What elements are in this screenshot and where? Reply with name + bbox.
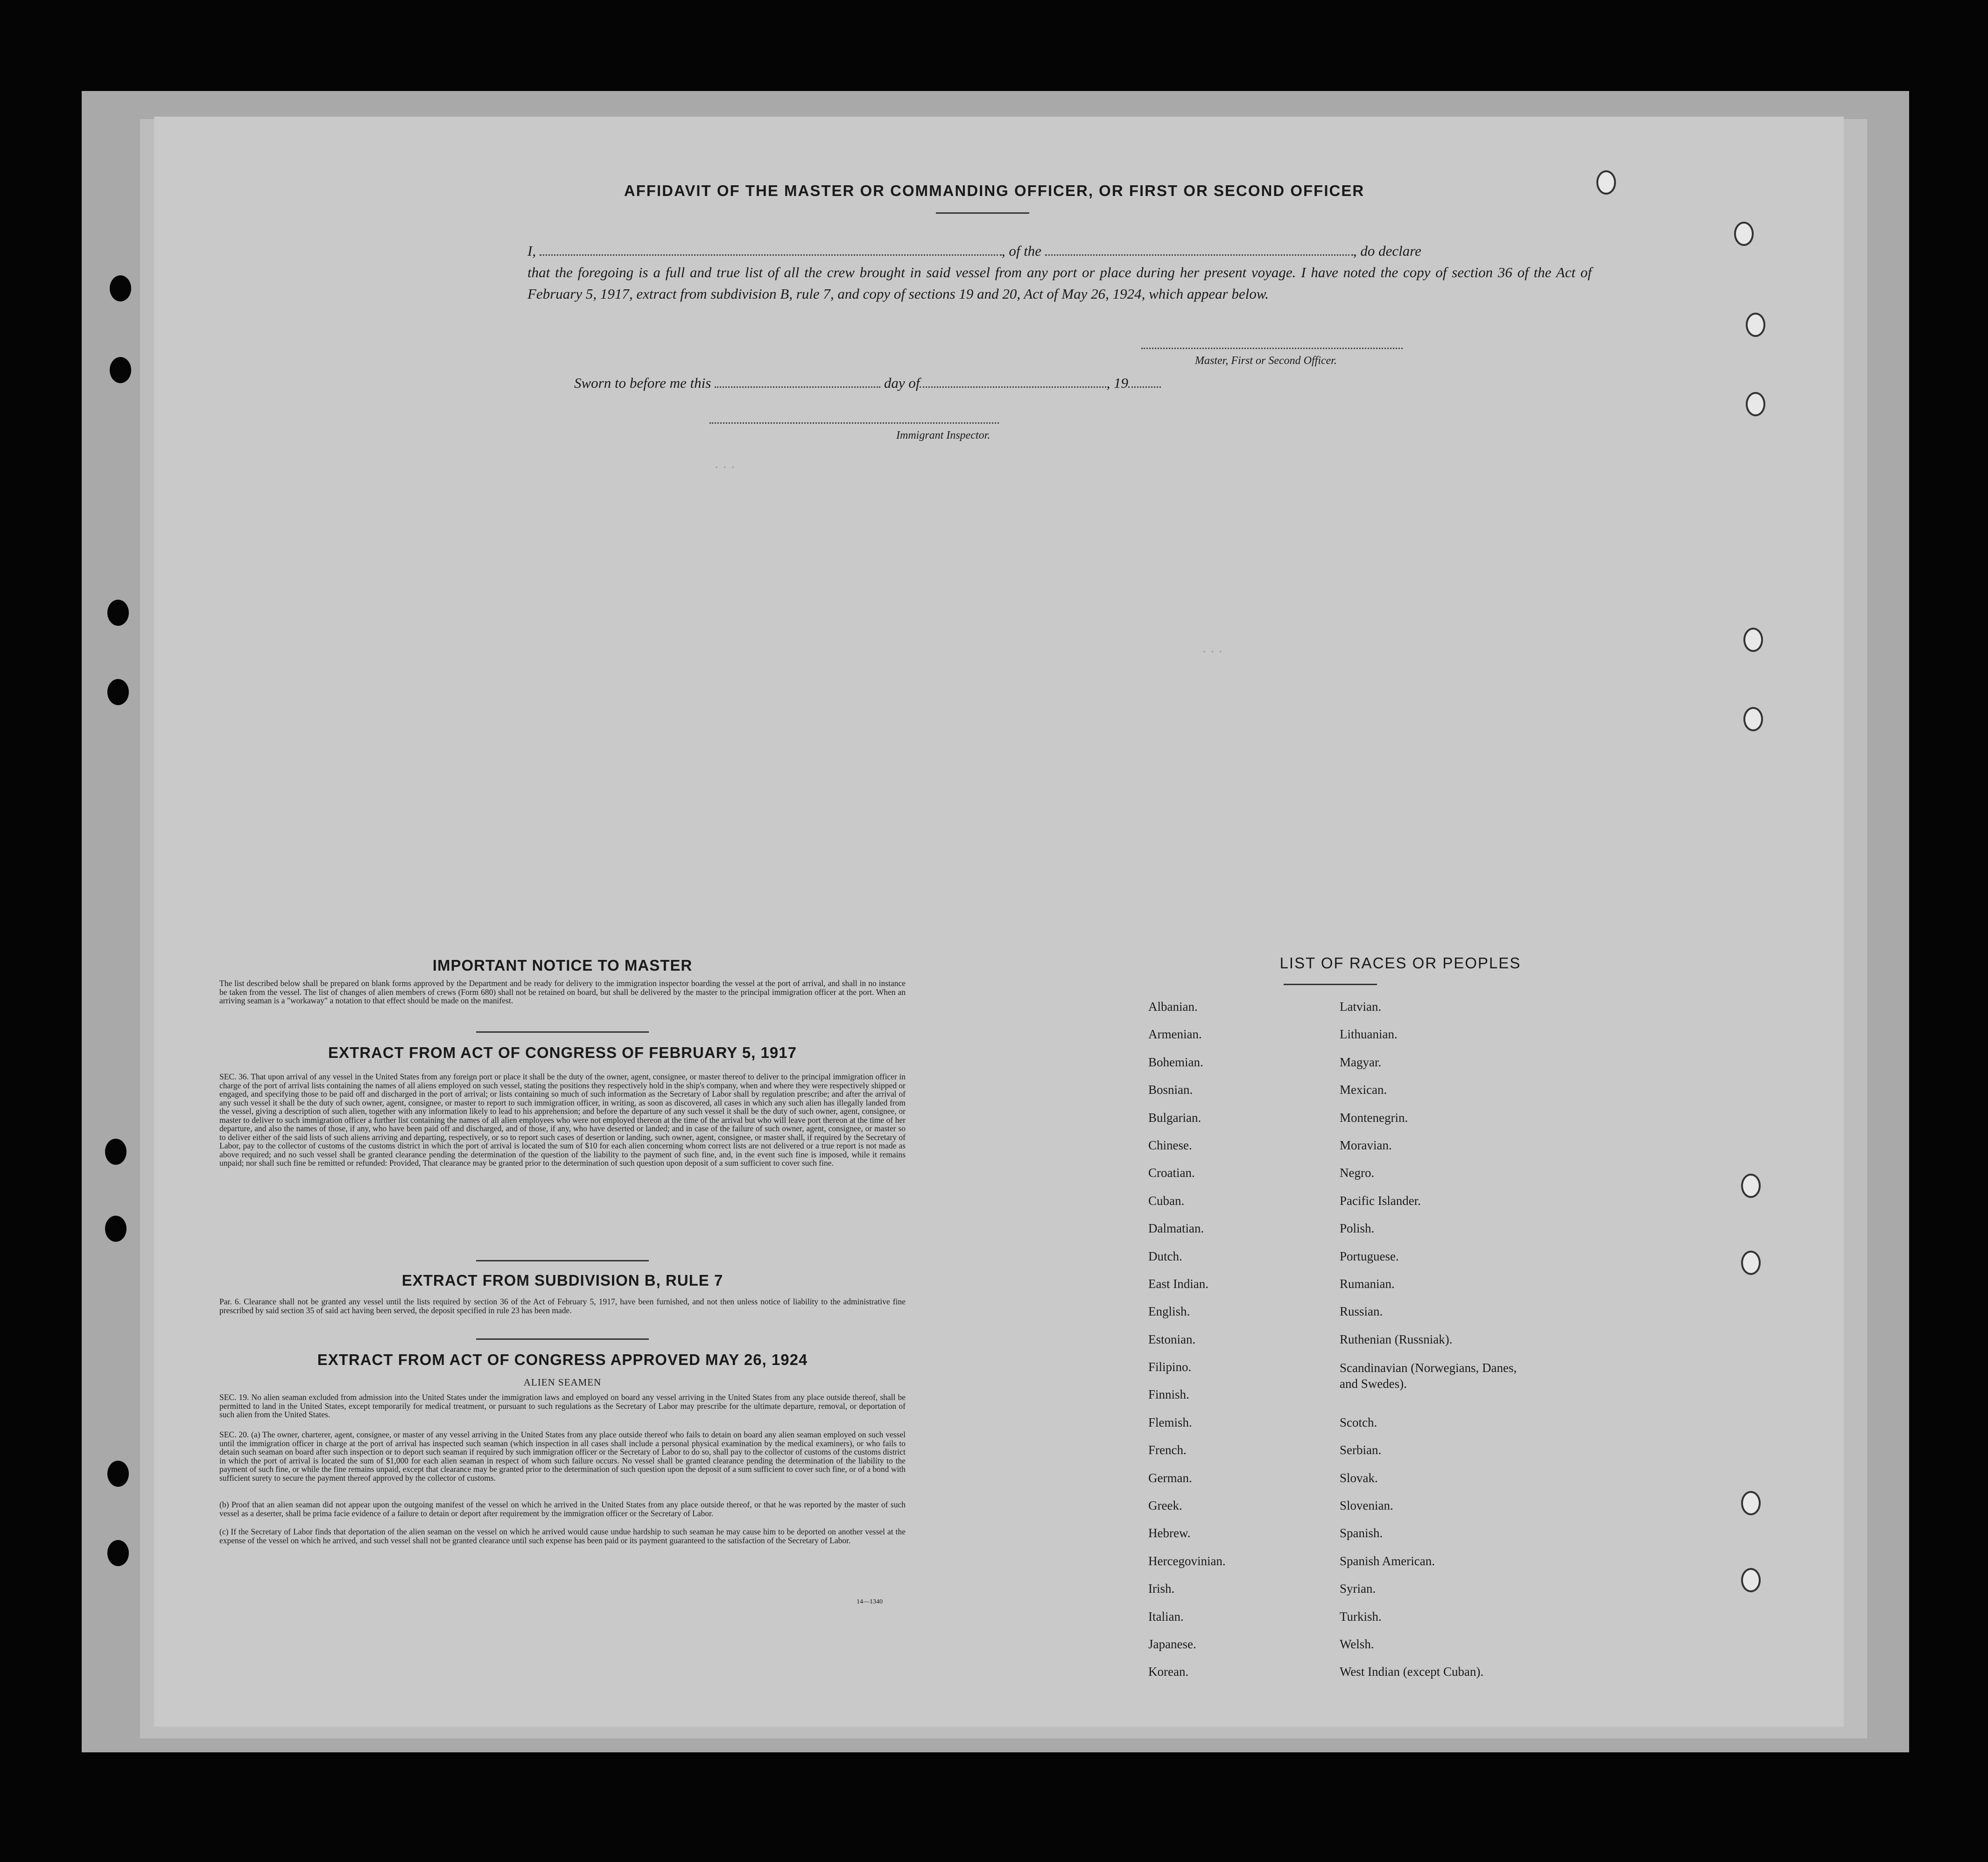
races-column-2	[1340, 1000, 1526, 1693]
binder-hole	[1743, 628, 1763, 652]
race-item: Estonian.	[1148, 1332, 1196, 1346]
sec20a-body: SEC. 20. (a) The owner, charterer, agent, consignee, or master of any vessel arriving in the United States from any place outside thereof who fails to detain on board any alien seaman employed on such vessel until the immigration officer in charge at the port of arrival has inspected such seaman (which inspection in all cases shall include a personal physical examination by the medical examiners), or who fails to detain such seaman on board after such inspection or to deport such seaman if required by such immigration officer or the Secretary of Labor to do so, shall pay to the collector of customs of the customs district in which the port of arrival is located the sum of $1,000 for each alien seaman in respect of whom such failure occurs. No vessel shall be granted clearance pending the determination of the liability to the payment of such fine, or while the fine remains unpaid, except that clearance may be granted prior to the determination of such question upon the deposit of a sum sufficient to cover such fine, or of a bond with sufficient surety to secure the payment thereof approved by the collector of customs.	[219, 1430, 906, 1483]
binder-hole	[1743, 707, 1763, 731]
affidavit-title: AFFIDAVIT OF THE MASTER OR COMMANDING OFFICER, OR FIRST OR SECOND OFFICER	[624, 182, 1365, 199]
of-the-label: , of the	[1001, 243, 1042, 259]
race-item: Armenian.	[1148, 1027, 1202, 1042]
alien-seamen-subtitle: ALIEN SEAMEN	[523, 1377, 602, 1388]
race-item: Bosnian.	[1148, 1083, 1193, 1097]
race-item: Montenegrin.	[1340, 1110, 1408, 1125]
extract-1917-title: EXTRACT FROM ACT OF CONGRESS OF FEBRUARY 5, 1917	[328, 1044, 797, 1061]
race-item: French.	[1148, 1443, 1187, 1457]
sworn-day-field[interactable]	[715, 386, 880, 388]
binder-hole	[1741, 1491, 1761, 1515]
race-item: Negro.	[1340, 1166, 1375, 1180]
race-item: Finnish.	[1148, 1387, 1189, 1402]
declaration-line	[527, 240, 1592, 262]
race-item: Rumanian.	[1340, 1276, 1395, 1291]
race-item: Italian.	[1148, 1609, 1184, 1624]
races-title: LIST OF RACES OR PEOPLES	[1279, 954, 1521, 972]
binder-hole	[110, 275, 131, 301]
race-item: Turkish.	[1340, 1609, 1382, 1624]
extract-1924-title: EXTRACT FROM ACT OF CONGRESS APPROVED MAY 26, 1924	[317, 1351, 808, 1368]
race-item: Syrian.	[1340, 1582, 1376, 1596]
race-item: Moravian.	[1340, 1138, 1392, 1152]
race-item: Pacific Islander.	[1340, 1193, 1421, 1208]
race-item: Greek.	[1148, 1498, 1182, 1513]
section-rule	[476, 1031, 649, 1033]
race-item: Flemish.	[1148, 1415, 1192, 1429]
binder-hole	[1741, 1251, 1761, 1275]
section-rule	[476, 1338, 649, 1340]
declarant-name-field[interactable]	[540, 254, 1002, 256]
form-number: 14—1340	[857, 1598, 883, 1605]
race-item: Polish.	[1340, 1221, 1375, 1236]
inspector-signature-field[interactable]	[709, 422, 999, 424]
inspector-signature-label: Immigrant Inspector.	[896, 429, 990, 441]
race-item: Serbian.	[1340, 1443, 1382, 1457]
binder-hole	[107, 1540, 129, 1566]
extract-1917-body: SEC. 36. That upon arrival of any vessel in the United States from any foreign port or place it shall be the duty of the owner, agent, consignee, or master thereof to deliver to the principal immigration officer in charge of the port of arrival lists containing the names of all aliens employed on such vessel, stating the positions they respectively hold in the ship's company, when and where they were respectively shipped or engaged, and specifying those to be paid off and discharged in the port of arrival; or lists containing so much of such information as the Secretary of Labor shall by regulation prescribe; and after the arrival of any such vessel it shall be the duty of such owner, agent, consignee, or master to report to such immigration officer, in writing, as soon as discovered, all cases in which any such alien has illegally landed from the vessel, giving a description of such alien, together with any information likely to lead to his apprehension; and before the departure of any such vessel it shall be the duty of such owner, agent, consignee, or master to deliver to such immigration officer a further list containing the names of all alien employees who were not employed thereon at the time of the arrival but who will leave port thereon at the time of her departure, and also the names of those, if any, who have been paid off and discharged, and of those, if any, who have deserted or landed; and in case of the failure of such owner, agent, consignee, or master so to deliver either of the said lists of such aliens arriving and departing, respectively, or so to report such cases of desertion or landing, such owner, agent, consignee, or master shall, if required by the Secretary of Labor, pay to the collector of customs of the customs district in which the port of arrival is located the sum of $10 for each alien concerning whom correct lists are not delivered or a true report is not made as above required; and no such vessel shall be granted clearance pending the determination of the question of the liability to the payment of such fine, and, in the event such fine is imposed, while it remains unpaid; nor shall such fine be remitted or refunded: Provided, That clearance may be granted prior to the determination of such question upon deposit of a sum sufficient to cover such fine.	[219, 1072, 906, 1168]
extract-rule7-title: EXTRACT FROM SUBDIVISION B, RULE 7	[401, 1272, 724, 1289]
race-item: Hebrew.	[1148, 1526, 1191, 1540]
notice-body: The list described below shall be prepared on blank forms approved by the Department and be ready for delivery to the immigration inspector boarding the vessel at the port of arrival, and shall in no instance be taken from the vessel. The list of changes of alien members of crews (Form 680) shall not be retained on board, but shall be delivered by the master to the principal immigration officer at the port. When an arriving seaman is a "workaway" a notation to that effect should be made on the manifest.	[219, 979, 906, 1005]
binder-hole	[1746, 392, 1765, 416]
bleed-through-mark: · · ·	[1202, 644, 1223, 659]
master-signature-label: Master, First or Second Officer.	[1195, 355, 1337, 367]
race-item: Japanese.	[1148, 1637, 1196, 1651]
sworn-day-label: day of	[884, 375, 920, 391]
race-item: Dutch.	[1148, 1249, 1182, 1263]
race-item: Ruthenian (Russniak).	[1340, 1332, 1453, 1346]
race-item: Filipino.	[1148, 1360, 1192, 1374]
race-item: Spanish.	[1340, 1526, 1383, 1540]
race-item: Spanish American.	[1340, 1554, 1435, 1568]
race-item: Latvian.	[1340, 1000, 1382, 1014]
binder-hole	[1596, 170, 1616, 195]
affidavit-sheet	[154, 117, 1844, 1727]
sworn-year-field[interactable]	[1128, 386, 1161, 388]
master-signature-field[interactable]	[1141, 348, 1403, 349]
race-item: Croatian.	[1148, 1166, 1195, 1180]
title-rule	[936, 212, 1029, 214]
binder-hole	[1741, 1568, 1761, 1592]
sec19-body: SEC. 19. No alien seaman excluded from admission into the United States under the immigration laws and employed on board any vessel arriving in the United States from any place outside thereof, shall be permitted to land in the United States, except temporarily for medical treatment, or pursuant to such regulations as the Secretary of Labor may prescribe for the ultimate departure, removal, or deportation of such alien from the United States.	[219, 1393, 906, 1419]
section-rule	[476, 1260, 649, 1261]
race-item: English.	[1148, 1304, 1190, 1319]
sec20c-body: (c) If the Secretary of Labor finds that deportation of the alien seaman on the vessel on which he arrived would cause undue hardship to such seaman he may cause him to be deported on another vessel at the expense of the vessel on which he arrived, and such vessel shall not be granted clearance until such expense has been paid or its payment guaranteed to the satisfaction of the Secretary of Labor.	[219, 1527, 906, 1545]
race-item: German.	[1148, 1470, 1192, 1485]
binder-hole	[1746, 313, 1765, 337]
race-item: Slovak.	[1340, 1470, 1378, 1485]
race-item: Slovenian.	[1340, 1498, 1393, 1513]
race-item: Albanian.	[1148, 1000, 1198, 1014]
race-item: Mexican.	[1340, 1083, 1387, 1097]
race-item: Korean.	[1148, 1665, 1189, 1679]
sworn-month-field[interactable]	[920, 386, 1106, 388]
race-item: Magyar.	[1340, 1055, 1382, 1069]
extract-rule7-body: Par. 6. Clearance shall not be granted any vessel until the lists required by section 36 of the Act of February 5, 1917, have been furnished, and not then unless notice of liability to the administrative fine prescribed by said section 35 of said act having been served, the deposit specified in rule 23 has been made.	[219, 1297, 906, 1315]
race-item: Scandinavian (Norwegians, Danes, and Swedes).	[1340, 1361, 1517, 1391]
binder-hole	[1734, 222, 1754, 246]
race-item: Chinese.	[1148, 1138, 1192, 1152]
declaration-body: that the foregoing is a full and true list of all the crew brought in said vessel from any port or place during her present voyage. I have noted the copy of section 36 of the Act of February 5, 1917, extract from subdivision B, rule 7, and copy of sections 19 and 20, Act of May 26, 1924, which appear below.	[527, 264, 1592, 302]
binder-hole	[105, 1216, 126, 1242]
notice-title: IMPORTANT NOTICE TO MASTER	[432, 957, 693, 974]
race-item: Cuban.	[1148, 1193, 1185, 1208]
race-item: Scotch.	[1340, 1415, 1377, 1429]
sworn-prefix: Sworn to before me this	[574, 375, 711, 391]
declarant-prefix: I,	[527, 243, 536, 259]
race-item: East Indian.	[1148, 1276, 1208, 1291]
declare-label: , do declare	[1353, 243, 1421, 259]
binder-hole	[107, 679, 129, 705]
binder-hole	[1741, 1174, 1761, 1198]
race-item: Portuguese.	[1340, 1249, 1399, 1263]
race-item: Welsh.	[1340, 1637, 1374, 1651]
races-column-1	[1148, 1000, 1316, 1693]
bleed-through-mark: · · ·	[714, 460, 735, 475]
vessel-name-field[interactable]	[1045, 254, 1353, 256]
binder-hole	[105, 1139, 126, 1165]
binder-hole	[107, 600, 129, 626]
sec20b-body: (b) Proof that an alien seaman did not appear upon the outgoing manifest of the vessel on which he arrived in the United States from any place outside thereof, or that he was reported by the master of such vessel as a deserter, shall be prima facie evidence of a failure to detain or deport after requirement by the immigration officer or the Secretary of Labor.	[219, 1500, 906, 1518]
race-item: Irish.	[1148, 1582, 1175, 1596]
binder-hole	[110, 357, 131, 383]
race-item: Russian.	[1340, 1304, 1383, 1319]
race-item: Bohemian.	[1148, 1055, 1203, 1069]
race-item: Hercegovinian.	[1148, 1554, 1226, 1568]
sworn-line	[574, 375, 1161, 392]
race-item: Bulgarian.	[1148, 1110, 1201, 1125]
races-title-rule	[1284, 984, 1377, 985]
binder-hole	[107, 1461, 129, 1487]
race-item: Dalmatian.	[1148, 1221, 1204, 1236]
sworn-year-label: , 19	[1106, 375, 1128, 391]
race-item: Lithuanian.	[1340, 1027, 1398, 1042]
race-item: West Indian (except Cuban).	[1340, 1665, 1484, 1679]
